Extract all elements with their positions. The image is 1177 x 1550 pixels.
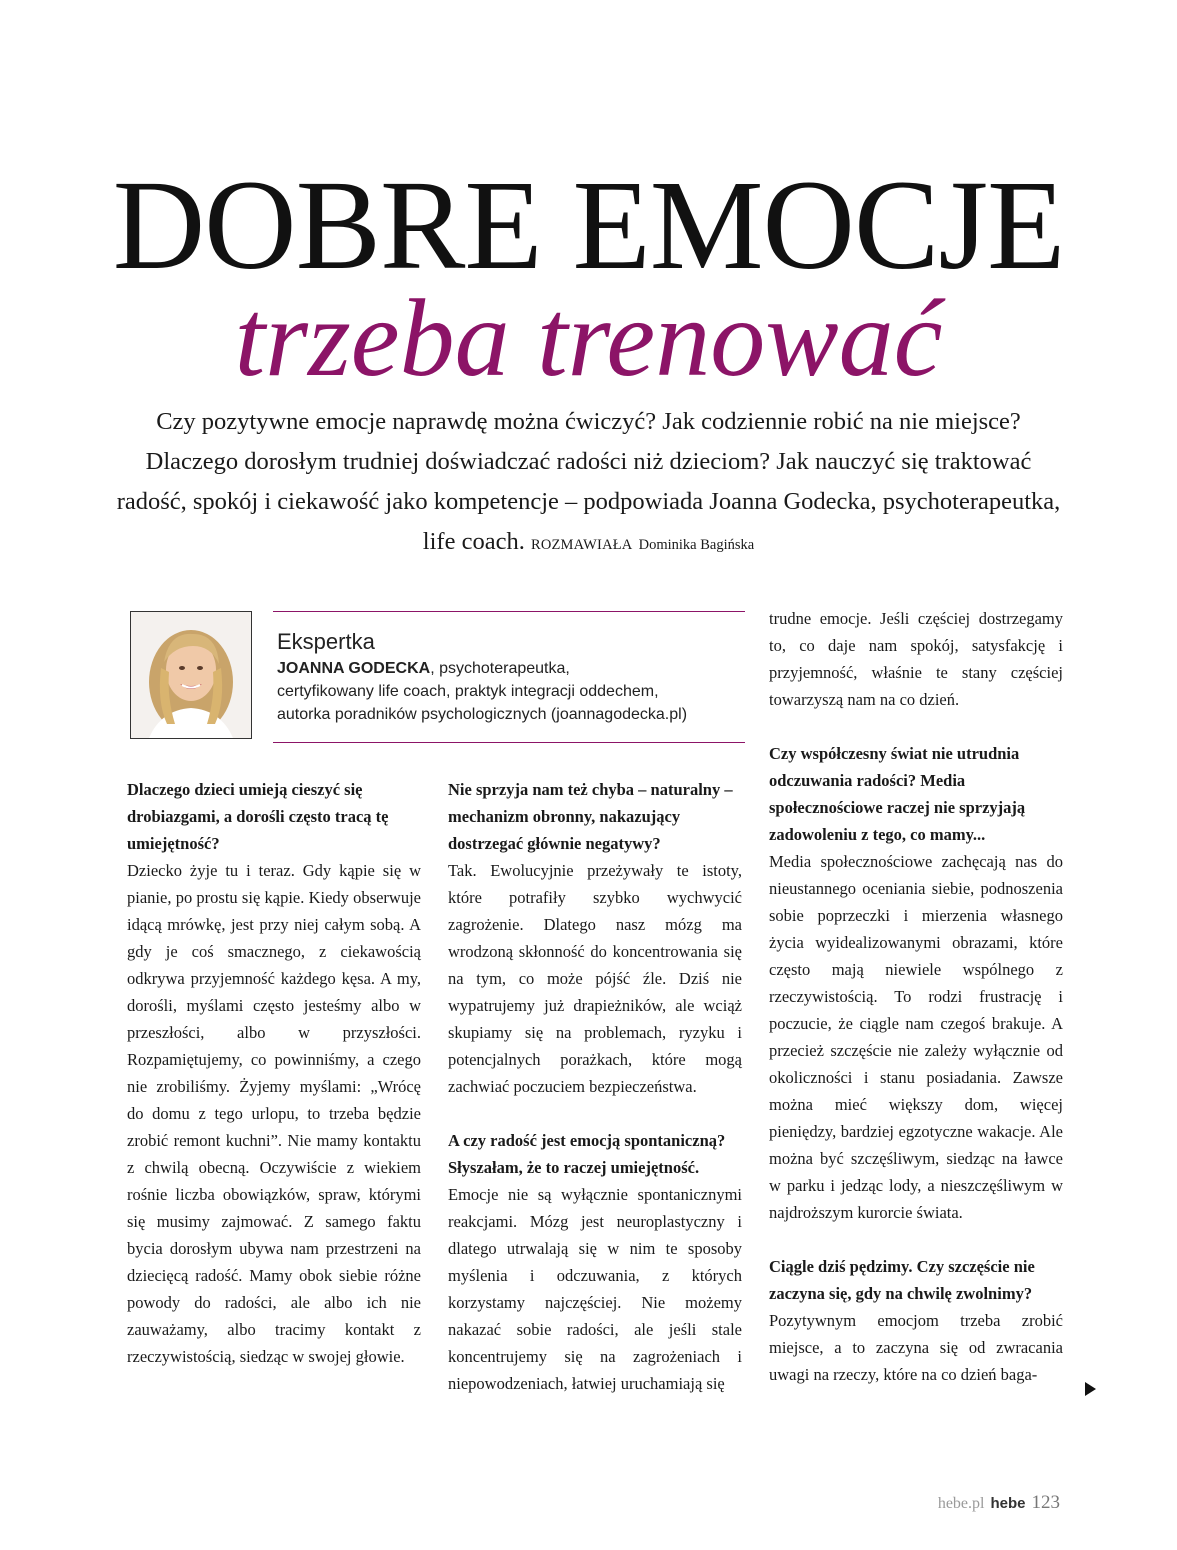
lead-paragraph <box>110 402 1067 565</box>
answer-2: Tak. Ewolucyjnie przeżywały te istoty, które potrafiły szybko wychwycić zagrożenie. Dlatego nasz mózg ma wrodzoną skłonność do koncentrowania się na tym, co może pójść źle. Dziś nie wypatrujemy już drapieżników, ale wciąż skupiamy się na problemach, ryzyku i potencjalnych porażkach, które mogą zachwiać poczuciem bezpieczeństwa. <box>448 861 742 1096</box>
expert-bio-line3: autorka poradników psychologicznych (joannagodecka.pl) <box>277 706 688 723</box>
expert-bio-line2: certyfikowany life coach, praktyk integracji oddechem, <box>277 683 659 700</box>
expert-box-top-rule <box>273 611 745 612</box>
credit-label: ROZMAWIAŁA <box>530 537 633 553</box>
answer-3: Emocje nie są wyłącznie spontanicznymi reakcjami. Mózg jest neuroplastyczny i dlatego utrwalają się w nim te sposoby myślenia i odczuwania, z których korzystamy najczęściej. Nie możemy nakazać sobie radości, ale jeśli stale koncentrujemy się na zagrożeniach i niepowodzeniach, łatwiej uruchamiają się <box>448 1185 742 1393</box>
answer-4: Media społecznościowe zachęcają nas do nieustannego oceniania siebie, podnoszenia sobie poprzeczki i mierzenia własnego życia wyidealizowanymi obrazami, które często mają niewiele wspólnego z rzeczywistością. To rodzi frustrację i poczucie, że ciągle nam czegoś brakuje. A przecież szczęście nie zależy wyłącznie od okoliczności i stanu posiadania. Zawsze można mieć większy dom, więcej pieniędzy, bardziej egzotyczne wakacje. Ale można być szczęśliwym, siedząc na ławce w parku i jedząc lody, a nieszczęśliwym w najdroższym kurorcie świata. <box>769 852 1063 1222</box>
expert-bio-line1: , psychoterapeutka, <box>430 660 570 677</box>
question-2: Nie sprzyja nam też chyba – naturalny – mechanizm obronny, nakazujący dostrzegać głównie negatywy? <box>448 780 733 853</box>
answer-5: Pozytywnym emocjom trzeba zrobić miejsce, a to zaczyna się od zwracania uwagi na rzeczy, które na co dzień baga- <box>769 1311 1063 1384</box>
footer-brand-logo: hebe <box>990 1495 1026 1512</box>
question-5: Ciągle dziś pędzimy. Czy szczęście nie zaczyna się, gdy na chwilę zwolnimy? <box>769 1257 1035 1303</box>
question-4: Czy współczesny świat nie utrudnia odczuwania radości? Media społecznościowe raczej nie sprzyjają zadowoleniu z tego, co mamy... <box>769 744 1026 844</box>
column-1 <box>127 776 421 1370</box>
question-1: Dlaczego dzieci umieją cieszyć się drobiazgami, a dorośli często tracą tę umiejętność? <box>127 780 389 853</box>
expert-photo <box>130 611 252 739</box>
credit-name: Dominika Bagińska <box>638 537 755 553</box>
headline-subtitle: trzeba trenować <box>234 277 943 399</box>
answer-3-continued: trudne emocje. Jeśli częściej dostrzegamy to, co daje nam spokój, satysfakcję i przyjemność, właśnie te stany częściej towarzyszą nam na co dzień. <box>769 609 1063 709</box>
lead-text: Czy pozytywne emocje naprawdę można ćwiczyć? Jak codziennie robić na nie miejsce? Dlaczego dorosłym trudniej doświadczać radości niż dzieciom? Jak nauczyć się traktować radość, spokój i ciekawość jako kompetencje – podpowiada Joanna Godecka, psychoterapeutka, life coach. <box>116 408 1061 555</box>
expert-label: Ekspertka <box>277 629 375 654</box>
continue-arrow-icon <box>1085 1382 1096 1396</box>
column-3 <box>769 605 1063 1388</box>
answer-1: Dziecko żyje tu i teraz. Gdy kąpie się w pianie, po prostu się kąpie. Kiedy obserwuje idącą mrówkę, jest przy niej całym sobą. A gdy je coś smacznego, z ciekawością odkrywa przyjemność każdego kęsa. A my, dorośli, myślami często jesteśmy albo w przeszłości, albo w przyszłości. Rozpamiętujemy, co powinniśmy, a czego nie zrobiliśmy. Żyjemy myślami: „Wrócę do domu z tego urlopu, to trzeba będzie zrobić remont kuchni”. Nie mamy kontaktu z chwilą obecną. Oczywiście z wiekiem rośnie liczba obowiązków, spraw, którymi się musimy zajmować. Z samego faktu bycia dorosłym ubywa nam przestrzeni na dziecięcą radość. Mamy obok siebie różne powody do radości, ale albo ich nie zauważamy, albo tracimy kontakt z rzeczywistością, siedząc w swojej głowie. <box>127 861 421 1366</box>
expert-bio <box>277 657 747 726</box>
expert-name: JOANNA GODECKA <box>277 660 431 677</box>
page-footer <box>938 1492 1060 1515</box>
footer-site: hebe.pl <box>937 1495 985 1512</box>
question-3: A czy radość jest emocją spontaniczną? Słyszałam, że to raczej umiejętność. <box>448 1131 726 1177</box>
expert-box-bottom-rule <box>273 742 745 743</box>
headline: DOBRE EMOCJE <box>112 154 1065 296</box>
column-2 <box>448 776 742 1397</box>
page-number: 123 <box>1031 1492 1060 1513</box>
